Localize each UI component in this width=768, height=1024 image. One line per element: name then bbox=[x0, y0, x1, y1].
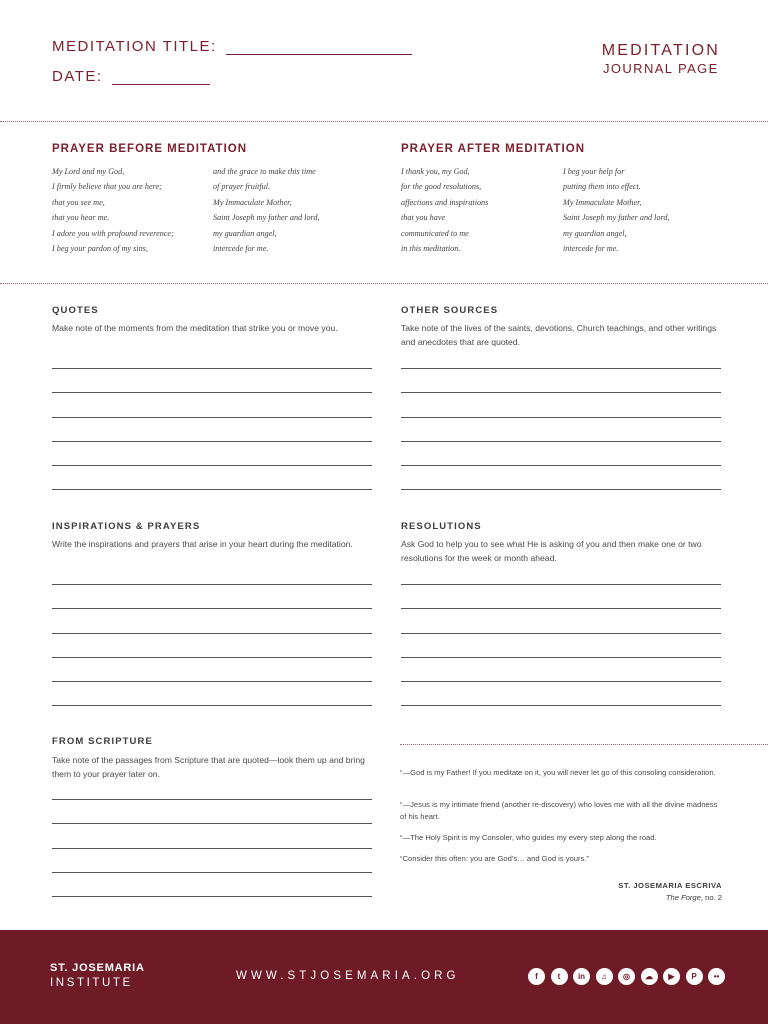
write-line[interactable] bbox=[401, 633, 721, 634]
resolutions-lines[interactable] bbox=[401, 584, 721, 730]
write-line[interactable] bbox=[401, 657, 721, 658]
prayer-line: that you hear me. bbox=[52, 213, 110, 223]
prayer-line: my guardian angel, bbox=[563, 228, 627, 238]
write-line[interactable] bbox=[52, 823, 372, 824]
linkedin-icon[interactable]: in bbox=[573, 968, 590, 985]
prayer-line: My Immaculate Mother, bbox=[213, 197, 292, 207]
org-name-line2: INSTITUTE bbox=[50, 977, 133, 989]
write-line[interactable] bbox=[52, 392, 372, 393]
quote-source-title: The Forge bbox=[665, 893, 701, 902]
twitter-icon[interactable]: t bbox=[551, 968, 568, 985]
quotes-lines[interactable] bbox=[52, 368, 372, 514]
scripture-lines[interactable] bbox=[52, 799, 372, 920]
write-line[interactable] bbox=[52, 417, 372, 418]
inspirations-lines[interactable] bbox=[52, 584, 372, 730]
prayer-line: that you see me, bbox=[52, 197, 105, 207]
prayer-line: Saint Joseph my father and lord, bbox=[213, 213, 320, 223]
quote-4: “Consider this often: you are God’s… and God is yours.” bbox=[400, 854, 589, 863]
prayer-line: that you have bbox=[401, 213, 446, 223]
write-line[interactable] bbox=[52, 657, 372, 658]
scripture-heading: FROM SCRIPTURE bbox=[52, 736, 153, 747]
prayer-after-heading: PRAYER AFTER MEDITATION bbox=[401, 143, 586, 155]
quotes-description: Make note of the moments from the meditation that strike you or move you. bbox=[52, 323, 338, 333]
org-name-line1: ST. JOSEMARIA bbox=[50, 962, 145, 974]
meditation-title-field[interactable] bbox=[52, 38, 412, 55]
write-line[interactable] bbox=[52, 681, 372, 682]
prayer-line: of prayer fruitful. bbox=[213, 182, 271, 192]
write-line[interactable] bbox=[401, 705, 721, 706]
quote-author: ST. JOSEMARIA ESCRIVA bbox=[618, 881, 722, 890]
scripture-description: Take note of the passages from Scripture that are quoted—look them up and bring them to your prayer later on. bbox=[52, 755, 365, 779]
meditation-title-label: MEDITATION TITLE: bbox=[52, 38, 217, 55]
instagram-icon[interactable]: ◎ bbox=[618, 968, 635, 985]
prayer-line: communicated to me bbox=[401, 228, 469, 238]
resolutions-heading: RESOLUTIONS bbox=[401, 521, 482, 532]
inspirations-description: Write the inspirations and prayers that arise in your heart during the meditation. bbox=[52, 539, 353, 549]
prayer-line: intercede for me. bbox=[213, 244, 269, 254]
write-line[interactable] bbox=[52, 608, 372, 609]
youtube-icon[interactable]: ▶ bbox=[663, 968, 680, 985]
page-title-line2: JOURNAL PAGE bbox=[602, 61, 719, 76]
write-line[interactable] bbox=[52, 633, 372, 634]
write-line[interactable] bbox=[401, 465, 721, 466]
divider-quotes bbox=[400, 744, 768, 745]
write-line[interactable] bbox=[401, 489, 721, 490]
date-label: DATE: bbox=[52, 68, 103, 85]
prayer-line: for the good resolutions, bbox=[401, 182, 482, 192]
write-line[interactable] bbox=[52, 705, 372, 706]
write-line[interactable] bbox=[52, 584, 372, 585]
facebook-icon[interactable]: f bbox=[528, 968, 545, 985]
meditation-title-line[interactable] bbox=[226, 41, 412, 55]
quote-attribution bbox=[618, 880, 722, 904]
prayer-line: affections and inspirations bbox=[401, 197, 489, 207]
prayer-line: putting them into effect. bbox=[563, 182, 641, 192]
prayer-after-col1 bbox=[401, 164, 488, 256]
inspirations-heading: INSPIRATIONS & PRAYERS bbox=[52, 521, 201, 532]
quotes-heading: QUOTES bbox=[52, 305, 99, 316]
prayer-line: My Lord and my God, bbox=[52, 167, 125, 176]
prayer-line: Saint Joseph my father and lord, bbox=[563, 213, 670, 223]
write-line[interactable] bbox=[52, 368, 372, 369]
quote-source-number: , no. 2 bbox=[700, 893, 722, 902]
page-title bbox=[602, 42, 720, 76]
prayer-line: My Immaculate Mother, bbox=[563, 197, 642, 207]
prayer-before-col2 bbox=[213, 164, 320, 256]
quote-source bbox=[618, 892, 722, 904]
divider-middle bbox=[0, 283, 768, 284]
divider-top bbox=[0, 121, 768, 122]
write-line[interactable] bbox=[401, 608, 721, 609]
write-line[interactable] bbox=[52, 465, 372, 466]
quote-2: “—Jesus is my intimate friend (another re-discovery) who loves me with all the divine madness of his heart. bbox=[400, 800, 718, 821]
prayer-line: I beg your help for bbox=[563, 167, 625, 176]
write-line[interactable] bbox=[52, 896, 372, 897]
write-line[interactable] bbox=[401, 417, 721, 418]
write-line[interactable] bbox=[52, 872, 372, 873]
other-sources-description: Take note of the lives of the saints, devotions, Church teachings, and other writings and anecdotes that are quoted. bbox=[401, 323, 717, 347]
prayer-line: I beg your pardon of my sins, bbox=[52, 244, 148, 254]
other-sources-heading: OTHER SOURCES bbox=[401, 305, 499, 316]
website-link[interactable]: WWW.STJOSEMARIA.ORG bbox=[236, 970, 460, 982]
flickr-icon[interactable]: •• bbox=[708, 968, 725, 985]
pinterest-icon[interactable]: P bbox=[686, 968, 703, 985]
quote-3: “—The Holy Spirit is my Consoler, who guides my every step along the road. bbox=[400, 833, 657, 842]
music-icon[interactable]: ♫ bbox=[596, 968, 613, 985]
write-line[interactable] bbox=[401, 368, 721, 369]
write-line[interactable] bbox=[52, 799, 372, 800]
prayer-line: and the grace to make this time bbox=[213, 167, 316, 176]
write-line[interactable] bbox=[52, 489, 372, 490]
prayer-line: my guardian angel, bbox=[213, 228, 277, 238]
prayer-line: in this meditation. bbox=[401, 244, 461, 254]
prayer-line: I firmly believe that you are here; bbox=[52, 182, 162, 192]
date-field[interactable] bbox=[52, 68, 210, 85]
prayer-before-heading: PRAYER BEFORE MEDITATION bbox=[52, 143, 248, 155]
prayer-line: I thank you, my God, bbox=[401, 167, 470, 176]
prayer-line: intercede for me. bbox=[563, 244, 619, 254]
soundcloud-icon[interactable]: ☁ bbox=[641, 968, 658, 985]
write-line[interactable] bbox=[401, 441, 721, 442]
write-line[interactable] bbox=[401, 584, 721, 585]
write-line[interactable] bbox=[401, 681, 721, 682]
resolutions-description: Ask God to help you to see what He is asking of you and then make one or two resolutions for the week or month ahead. bbox=[401, 539, 702, 563]
page-title-line1: MEDITATION bbox=[601, 42, 720, 59]
prayer-after-col2 bbox=[563, 164, 670, 256]
social-icons bbox=[528, 968, 725, 985]
footer bbox=[0, 930, 768, 1024]
write-line[interactable] bbox=[52, 848, 372, 849]
prayer-before-col1 bbox=[52, 164, 174, 256]
date-line[interactable] bbox=[112, 71, 210, 85]
quote-1: “—God is my Father! If you meditate on it, you will never let go of this consoling consideration. bbox=[400, 768, 716, 777]
prayer-line: I adore you with profound reverence; bbox=[52, 228, 174, 238]
other-sources-lines[interactable] bbox=[401, 368, 721, 514]
write-line[interactable] bbox=[52, 441, 372, 442]
write-line[interactable] bbox=[401, 392, 721, 393]
